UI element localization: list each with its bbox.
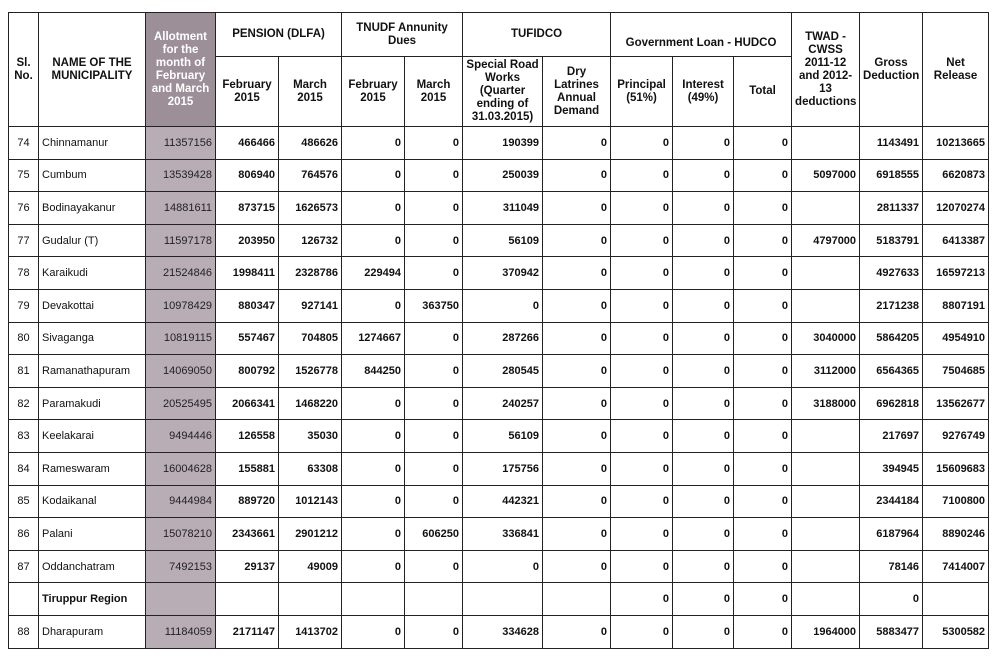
cell-name: Dharapuram <box>39 615 146 648</box>
table-row <box>9 387 989 420</box>
cell-allotment: 11184059 <box>146 615 216 648</box>
cell-gross: 2344184 <box>860 485 923 518</box>
cell-tnudf-mar: 0 <box>405 485 463 518</box>
cell-gross: 6187964 <box>860 518 923 551</box>
cell-gross: 394945 <box>860 452 923 485</box>
cell-total: 0 <box>734 224 792 257</box>
municipality-allotment-table-container <box>8 12 989 649</box>
cell-total: 0 <box>734 615 792 648</box>
cell-total: 0 <box>734 485 792 518</box>
region-total: 0 <box>734 583 792 616</box>
cell-special-road: 175756 <box>463 452 543 485</box>
cell-net: 7414007 <box>923 550 989 583</box>
region-gross: 0 <box>860 583 923 616</box>
cell-pension-feb: 2343661 <box>216 518 279 551</box>
cell-pension-feb: 880347 <box>216 289 279 322</box>
cell-allotment: 9494446 <box>146 420 216 453</box>
cell-special-road: 311049 <box>463 192 543 225</box>
cell-dry-latrines: 0 <box>543 224 611 257</box>
cell-pension-mar: 2901212 <box>279 518 342 551</box>
table-body <box>9 127 989 649</box>
cell-interest: 0 <box>673 127 734 160</box>
cell-interest: 0 <box>673 322 734 355</box>
cell-sl: 88 <box>9 615 39 648</box>
cell-sl: 75 <box>9 159 39 192</box>
cell-principal: 0 <box>611 452 673 485</box>
cell-pension-mar: 1626573 <box>279 192 342 225</box>
cell-name: Paramakudi <box>39 387 146 420</box>
cell-tnudf-mar: 0 <box>405 387 463 420</box>
cell-gross: 1143491 <box>860 127 923 160</box>
cell-interest: 0 <box>673 485 734 518</box>
cell-net: 8890246 <box>923 518 989 551</box>
region-interest: 0 <box>673 583 734 616</box>
cell-interest: 0 <box>673 289 734 322</box>
cell-twad <box>792 127 860 160</box>
cell-principal: 0 <box>611 355 673 388</box>
cell-pension-feb: 155881 <box>216 452 279 485</box>
cell-principal: 0 <box>611 224 673 257</box>
region-row <box>9 583 989 616</box>
cell-special-road: 370942 <box>463 257 543 290</box>
cell-tnudf-mar: 0 <box>405 192 463 225</box>
cell-total: 0 <box>734 159 792 192</box>
cell-name: Sivaganga <box>39 322 146 355</box>
col-municipality-name: NAME OF THE MUNICIPALITY <box>39 13 146 127</box>
cell-interest: 0 <box>673 355 734 388</box>
col-interest: Interest (49%) <box>673 57 734 127</box>
cell-twad <box>792 485 860 518</box>
cell-allotment: 14069050 <box>146 355 216 388</box>
cell-tnudf-feb: 229494 <box>342 257 405 290</box>
cell-special-road: 56109 <box>463 420 543 453</box>
cell-name: Devakottai <box>39 289 146 322</box>
cell-pension-feb: 806940 <box>216 159 279 192</box>
cell-dry-latrines: 0 <box>543 322 611 355</box>
col-pension-feb: February 2015 <box>216 57 279 127</box>
table-row <box>9 615 989 648</box>
cell-name: Keelakarai <box>39 420 146 453</box>
col-total: Total <box>734 57 792 127</box>
cell-pension-feb: 29137 <box>216 550 279 583</box>
cell-pension-feb: 2066341 <box>216 387 279 420</box>
cell-allotment: 21524846 <box>146 257 216 290</box>
col-pension-mar: March 2015 <box>279 57 342 127</box>
cell-twad <box>792 289 860 322</box>
cell-net: 7100800 <box>923 485 989 518</box>
cell-tnudf-mar: 0 <box>405 420 463 453</box>
cell-principal: 0 <box>611 322 673 355</box>
cell-pension-feb: 873715 <box>216 192 279 225</box>
cell-allotment: 14881611 <box>146 192 216 225</box>
cell-tnudf-feb: 0 <box>342 159 405 192</box>
cell-total: 0 <box>734 550 792 583</box>
col-allotment: Allotment for the month of February and March 2015 <box>146 13 216 127</box>
cell-allotment: 10978429 <box>146 289 216 322</box>
cell-allotment: 10819115 <box>146 322 216 355</box>
cell-interest: 0 <box>673 518 734 551</box>
cell-pension-mar: 1012143 <box>279 485 342 518</box>
table-row <box>9 127 989 160</box>
cell-name: Ramanathapuram <box>39 355 146 388</box>
col-gross-deduction: Gross Deduction <box>860 13 923 127</box>
cell-principal: 0 <box>611 192 673 225</box>
cell-name: Rameswaram <box>39 452 146 485</box>
cell-allotment: 7492153 <box>146 550 216 583</box>
cell-tnudf-feb: 844250 <box>342 355 405 388</box>
cell-total: 0 <box>734 452 792 485</box>
cell-allotment: 11357156 <box>146 127 216 160</box>
cell-sl: 82 <box>9 387 39 420</box>
cell-total: 0 <box>734 289 792 322</box>
cell-sl: 87 <box>9 550 39 583</box>
cell-twad <box>792 452 860 485</box>
cell-net: 9276749 <box>923 420 989 453</box>
cell-principal: 0 <box>611 518 673 551</box>
col-twad: TWAD - CWSS 2011-12 and 2012-13 deductions <box>792 13 860 127</box>
col-pension: PENSION (DLFA) <box>216 13 342 57</box>
cell-dry-latrines: 0 <box>543 615 611 648</box>
cell-pension-feb: 466466 <box>216 127 279 160</box>
cell-pension-mar: 126732 <box>279 224 342 257</box>
cell-name: Karaikudi <box>39 257 146 290</box>
cell-sl: 76 <box>9 192 39 225</box>
col-hudco: Government Loan - HUDCO <box>611 13 792 57</box>
region-name: Tiruppur Region <box>39 583 146 616</box>
cell-net: 16597213 <box>923 257 989 290</box>
cell-gross: 4927633 <box>860 257 923 290</box>
cell-tnudf-mar: 0 <box>405 452 463 485</box>
region-sl <box>9 583 39 616</box>
cell-dry-latrines: 0 <box>543 192 611 225</box>
cell-tnudf-feb: 0 <box>342 224 405 257</box>
cell-special-road: 56109 <box>463 224 543 257</box>
cell-net: 10213665 <box>923 127 989 160</box>
cell-interest: 0 <box>673 224 734 257</box>
cell-gross: 2171238 <box>860 289 923 322</box>
cell-total: 0 <box>734 420 792 453</box>
cell-special-road: 334628 <box>463 615 543 648</box>
cell-sl: 86 <box>9 518 39 551</box>
cell-net: 12070274 <box>923 192 989 225</box>
cell-net: 6413387 <box>923 224 989 257</box>
cell-allotment: 13539428 <box>146 159 216 192</box>
cell-tnudf-feb: 0 <box>342 289 405 322</box>
cell-special-road: 280545 <box>463 355 543 388</box>
cell-tnudf-mar: 0 <box>405 615 463 648</box>
cell-total: 0 <box>734 127 792 160</box>
cell-principal: 0 <box>611 615 673 648</box>
region-blank <box>342 583 405 616</box>
cell-interest: 0 <box>673 615 734 648</box>
cell-tnudf-feb: 0 <box>342 192 405 225</box>
table-row <box>9 485 989 518</box>
cell-allotment: 9444984 <box>146 485 216 518</box>
table-row <box>9 355 989 388</box>
cell-tnudf-feb: 0 <box>342 485 405 518</box>
cell-interest: 0 <box>673 420 734 453</box>
cell-sl: 79 <box>9 289 39 322</box>
region-principal: 0 <box>611 583 673 616</box>
cell-net: 8807191 <box>923 289 989 322</box>
cell-twad: 1964000 <box>792 615 860 648</box>
cell-pension-mar: 927141 <box>279 289 342 322</box>
col-special-road-works: Special Road Works (Quarter ending of 31.03.2015) <box>463 57 543 127</box>
cell-dry-latrines: 0 <box>543 257 611 290</box>
cell-pension-feb: 126558 <box>216 420 279 453</box>
cell-pension-mar: 704805 <box>279 322 342 355</box>
region-blank <box>792 583 860 616</box>
cell-special-road: 250039 <box>463 159 543 192</box>
cell-principal: 0 <box>611 159 673 192</box>
cell-interest: 0 <box>673 387 734 420</box>
cell-twad <box>792 518 860 551</box>
cell-pension-mar: 764576 <box>279 159 342 192</box>
cell-dry-latrines: 0 <box>543 387 611 420</box>
cell-tnudf-mar: 0 <box>405 257 463 290</box>
cell-special-road: 240257 <box>463 387 543 420</box>
cell-tnudf-mar: 0 <box>405 127 463 160</box>
cell-interest: 0 <box>673 550 734 583</box>
cell-twad: 4797000 <box>792 224 860 257</box>
region-allot <box>146 583 216 616</box>
cell-twad <box>792 192 860 225</box>
cell-twad <box>792 420 860 453</box>
cell-dry-latrines: 0 <box>543 159 611 192</box>
col-tnudf: TNUDF Annunity Dues <box>342 13 463 57</box>
cell-dry-latrines: 0 <box>543 420 611 453</box>
cell-pension-mar: 35030 <box>279 420 342 453</box>
region-blank <box>543 583 611 616</box>
cell-name: Cumbum <box>39 159 146 192</box>
cell-tnudf-feb: 0 <box>342 127 405 160</box>
cell-pension-mar: 63308 <box>279 452 342 485</box>
cell-name: Kodaikanal <box>39 485 146 518</box>
cell-principal: 0 <box>611 127 673 160</box>
cell-allotment: 15078210 <box>146 518 216 551</box>
cell-gross: 78146 <box>860 550 923 583</box>
cell-twad: 3112000 <box>792 355 860 388</box>
cell-sl: 83 <box>9 420 39 453</box>
cell-sl: 80 <box>9 322 39 355</box>
cell-pension-mar: 1468220 <box>279 387 342 420</box>
cell-allotment: 16004628 <box>146 452 216 485</box>
table-row <box>9 257 989 290</box>
cell-net: 5300582 <box>923 615 989 648</box>
allotment-table <box>8 12 989 649</box>
cell-tnudf-feb: 0 <box>342 387 405 420</box>
cell-pension-feb: 1998411 <box>216 257 279 290</box>
cell-name: Oddanchatram <box>39 550 146 583</box>
col-tnudf-feb: February 2015 <box>342 57 405 127</box>
cell-tnudf-mar: 606250 <box>405 518 463 551</box>
cell-twad: 3040000 <box>792 322 860 355</box>
col-sl-no: Sl. No. <box>9 13 39 127</box>
cell-gross: 5883477 <box>860 615 923 648</box>
cell-total: 0 <box>734 518 792 551</box>
cell-gross: 6962818 <box>860 387 923 420</box>
cell-interest: 0 <box>673 452 734 485</box>
cell-allotment: 20525495 <box>146 387 216 420</box>
cell-sl: 81 <box>9 355 39 388</box>
cell-allotment: 11597178 <box>146 224 216 257</box>
cell-tnudf-feb: 0 <box>342 452 405 485</box>
cell-special-road: 0 <box>463 550 543 583</box>
table-row <box>9 518 989 551</box>
cell-dry-latrines: 0 <box>543 127 611 160</box>
cell-tnudf-mar: 0 <box>405 550 463 583</box>
cell-name: Palani <box>39 518 146 551</box>
cell-tnudf-mar: 0 <box>405 355 463 388</box>
cell-pension-feb: 557467 <box>216 322 279 355</box>
cell-gross: 217697 <box>860 420 923 453</box>
col-principal: Principal (51%) <box>611 57 673 127</box>
cell-pension-mar: 1526778 <box>279 355 342 388</box>
cell-total: 0 <box>734 387 792 420</box>
cell-principal: 0 <box>611 420 673 453</box>
cell-special-road: 336841 <box>463 518 543 551</box>
cell-name: Gudalur (T) <box>39 224 146 257</box>
cell-twad <box>792 257 860 290</box>
cell-twad <box>792 550 860 583</box>
cell-special-road: 442321 <box>463 485 543 518</box>
cell-sl: 77 <box>9 224 39 257</box>
cell-net: 7504685 <box>923 355 989 388</box>
cell-net: 4954910 <box>923 322 989 355</box>
cell-gross: 6564365 <box>860 355 923 388</box>
table-row <box>9 322 989 355</box>
col-tufidco: TUFIDCO <box>463 13 611 57</box>
cell-principal: 0 <box>611 387 673 420</box>
cell-pension-feb: 2171147 <box>216 615 279 648</box>
cell-dry-latrines: 0 <box>543 289 611 322</box>
region-blank <box>279 583 342 616</box>
cell-interest: 0 <box>673 257 734 290</box>
col-tnudf-mar: March 2015 <box>405 57 463 127</box>
cell-pension-mar: 2328786 <box>279 257 342 290</box>
cell-dry-latrines: 0 <box>543 355 611 388</box>
cell-gross: 5864205 <box>860 322 923 355</box>
cell-total: 0 <box>734 355 792 388</box>
cell-tnudf-mar: 0 <box>405 224 463 257</box>
cell-net: 13562677 <box>923 387 989 420</box>
cell-tnudf-feb: 0 <box>342 615 405 648</box>
table-row <box>9 192 989 225</box>
region-blank <box>405 583 463 616</box>
region-blank <box>923 583 989 616</box>
cell-total: 0 <box>734 322 792 355</box>
cell-special-road: 287266 <box>463 322 543 355</box>
table-row <box>9 289 989 322</box>
cell-gross: 6918555 <box>860 159 923 192</box>
cell-total: 0 <box>734 257 792 290</box>
cell-gross: 2811337 <box>860 192 923 225</box>
cell-principal: 0 <box>611 257 673 290</box>
cell-sl: 84 <box>9 452 39 485</box>
cell-name: Chinnamanur <box>39 127 146 160</box>
cell-total: 0 <box>734 192 792 225</box>
cell-interest: 0 <box>673 192 734 225</box>
cell-net: 6620873 <box>923 159 989 192</box>
cell-tnudf-feb: 0 <box>342 420 405 453</box>
table-header <box>9 13 989 127</box>
cell-special-road: 190399 <box>463 127 543 160</box>
cell-sl: 78 <box>9 257 39 290</box>
cell-dry-latrines: 0 <box>543 550 611 583</box>
cell-tnudf-mar: 0 <box>405 322 463 355</box>
table-row <box>9 420 989 453</box>
cell-special-road: 0 <box>463 289 543 322</box>
cell-tnudf-mar: 363750 <box>405 289 463 322</box>
cell-net: 15609683 <box>923 452 989 485</box>
cell-pension-feb: 800792 <box>216 355 279 388</box>
region-blank <box>216 583 279 616</box>
table-row <box>9 550 989 583</box>
cell-twad: 5097000 <box>792 159 860 192</box>
col-net-release: Net Release <box>923 13 989 127</box>
table-row <box>9 159 989 192</box>
cell-dry-latrines: 0 <box>543 485 611 518</box>
cell-tnudf-feb: 0 <box>342 518 405 551</box>
cell-dry-latrines: 0 <box>543 452 611 485</box>
cell-pension-mar: 1413702 <box>279 615 342 648</box>
cell-principal: 0 <box>611 289 673 322</box>
region-blank <box>463 583 543 616</box>
cell-pension-feb: 889720 <box>216 485 279 518</box>
table-row <box>9 224 989 257</box>
cell-name: Bodinayakanur <box>39 192 146 225</box>
cell-tnudf-feb: 0 <box>342 550 405 583</box>
cell-sl: 85 <box>9 485 39 518</box>
cell-sl: 74 <box>9 127 39 160</box>
table-row <box>9 452 989 485</box>
cell-principal: 0 <box>611 485 673 518</box>
cell-tnudf-mar: 0 <box>405 159 463 192</box>
cell-principal: 0 <box>611 550 673 583</box>
cell-pension-mar: 49009 <box>279 550 342 583</box>
cell-dry-latrines: 0 <box>543 518 611 551</box>
cell-pension-mar: 486626 <box>279 127 342 160</box>
cell-tnudf-feb: 1274667 <box>342 322 405 355</box>
cell-pension-feb: 203950 <box>216 224 279 257</box>
cell-twad: 3188000 <box>792 387 860 420</box>
col-dry-latrines: Dry Latrines Annual Demand <box>543 57 611 127</box>
cell-interest: 0 <box>673 159 734 192</box>
cell-gross: 5183791 <box>860 224 923 257</box>
